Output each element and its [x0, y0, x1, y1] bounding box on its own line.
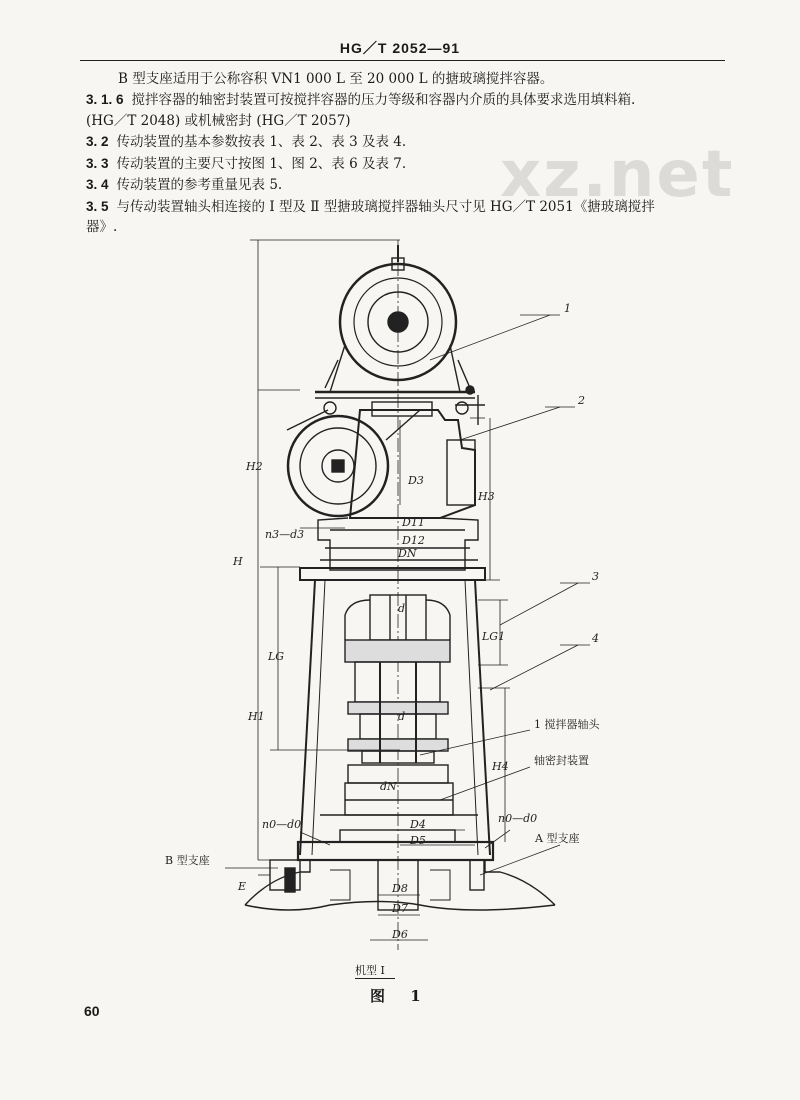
label-D7: D7: [392, 902, 408, 915]
label-support-a: A 型支座: [535, 832, 580, 845]
callout-3: 3: [592, 570, 599, 583]
callout-4: 4: [592, 632, 599, 645]
label-D11: D11: [402, 516, 425, 529]
watermark: xz.net: [500, 138, 735, 212]
section-number: 3. 5: [86, 199, 109, 214]
figure-caption: 图 1: [370, 987, 431, 1005]
motor-bracket: [315, 345, 485, 425]
label-n0d0-left: n0—d0: [262, 818, 302, 831]
label-D8: D8: [392, 882, 408, 895]
paragraph-text: 与传动装置轴头相连接的 Ⅰ 型及 Ⅱ 型搪玻璃搅拌器轴头尺寸见 HG／T 2051《搪玻璃搅拌: [116, 199, 655, 215]
label-DN: DN: [398, 547, 417, 560]
label-dN: dN: [380, 780, 397, 793]
seal-stack: [345, 662, 453, 815]
label-support-b: B 型支座: [165, 854, 210, 867]
page-number: 60: [84, 1003, 100, 1019]
paragraph-text: 传动装置的基本参数按表 1、表 2、表 3 及表 4.: [116, 134, 407, 150]
label-D12: D12: [402, 534, 425, 547]
frame-housing: [300, 580, 490, 855]
callout-2: 2: [578, 394, 585, 407]
label-D3: D3: [408, 474, 424, 487]
label-H2: H2: [246, 460, 263, 473]
paragraph-text: 传动装置的参考重量见表 5.: [116, 177, 283, 193]
reducer-body: [350, 402, 475, 518]
lower-flange: [298, 815, 493, 860]
callout-1: 1: [564, 302, 571, 315]
section-number: 3. 3: [86, 156, 109, 171]
paragraph-text: (HG／T 2048) 或机械密封 (HG／T 2057): [86, 113, 351, 129]
label-d-upper: d: [398, 602, 406, 615]
paragraph-text: 器》.: [86, 219, 118, 235]
label-n0d0-right: n0—d0: [498, 812, 538, 825]
label-shaft-seal: 轴密封装置: [534, 754, 589, 767]
label-d-lower: d: [398, 710, 406, 723]
figure-subcaption: 机型 Ⅰ: [355, 964, 385, 977]
paragraph-text: 搅拌容器的轴密封装置可按搅拌容器的压力等级和容器内介质的具体要求选用填料箱.: [131, 92, 636, 108]
label-D6: D6: [392, 928, 408, 941]
label-H3: H3: [478, 490, 495, 503]
standard-header: HG／T 2052—91: [339, 40, 461, 56]
section-number: 3. 1. 6: [86, 92, 124, 107]
label-H1: H1: [248, 710, 265, 723]
label-n3d3: n3—d3: [265, 528, 305, 541]
label-E: E: [238, 880, 247, 893]
label-LG1: LG1: [482, 630, 506, 643]
label-H4: H4: [492, 760, 509, 773]
label-LG: LG: [268, 650, 285, 663]
label-D5: D5: [410, 834, 426, 847]
paragraph-text: 传动装置的主要尺寸按图 1、图 2、表 6 及表 7.: [116, 156, 407, 172]
section-number: 3. 2: [86, 134, 109, 149]
label-stirrer-shaft-head: 1 搅拌器轴头: [534, 718, 600, 731]
label-D4: D4: [410, 818, 426, 831]
section-number: 3. 4: [86, 177, 109, 192]
paragraph-text: B 型支座适用于公称容积 VN1 000 L 至 20 000 L 的搪玻璃搅拌容器。: [118, 71, 554, 87]
subcaption-rule: [355, 978, 395, 979]
label-H: H: [233, 555, 243, 568]
